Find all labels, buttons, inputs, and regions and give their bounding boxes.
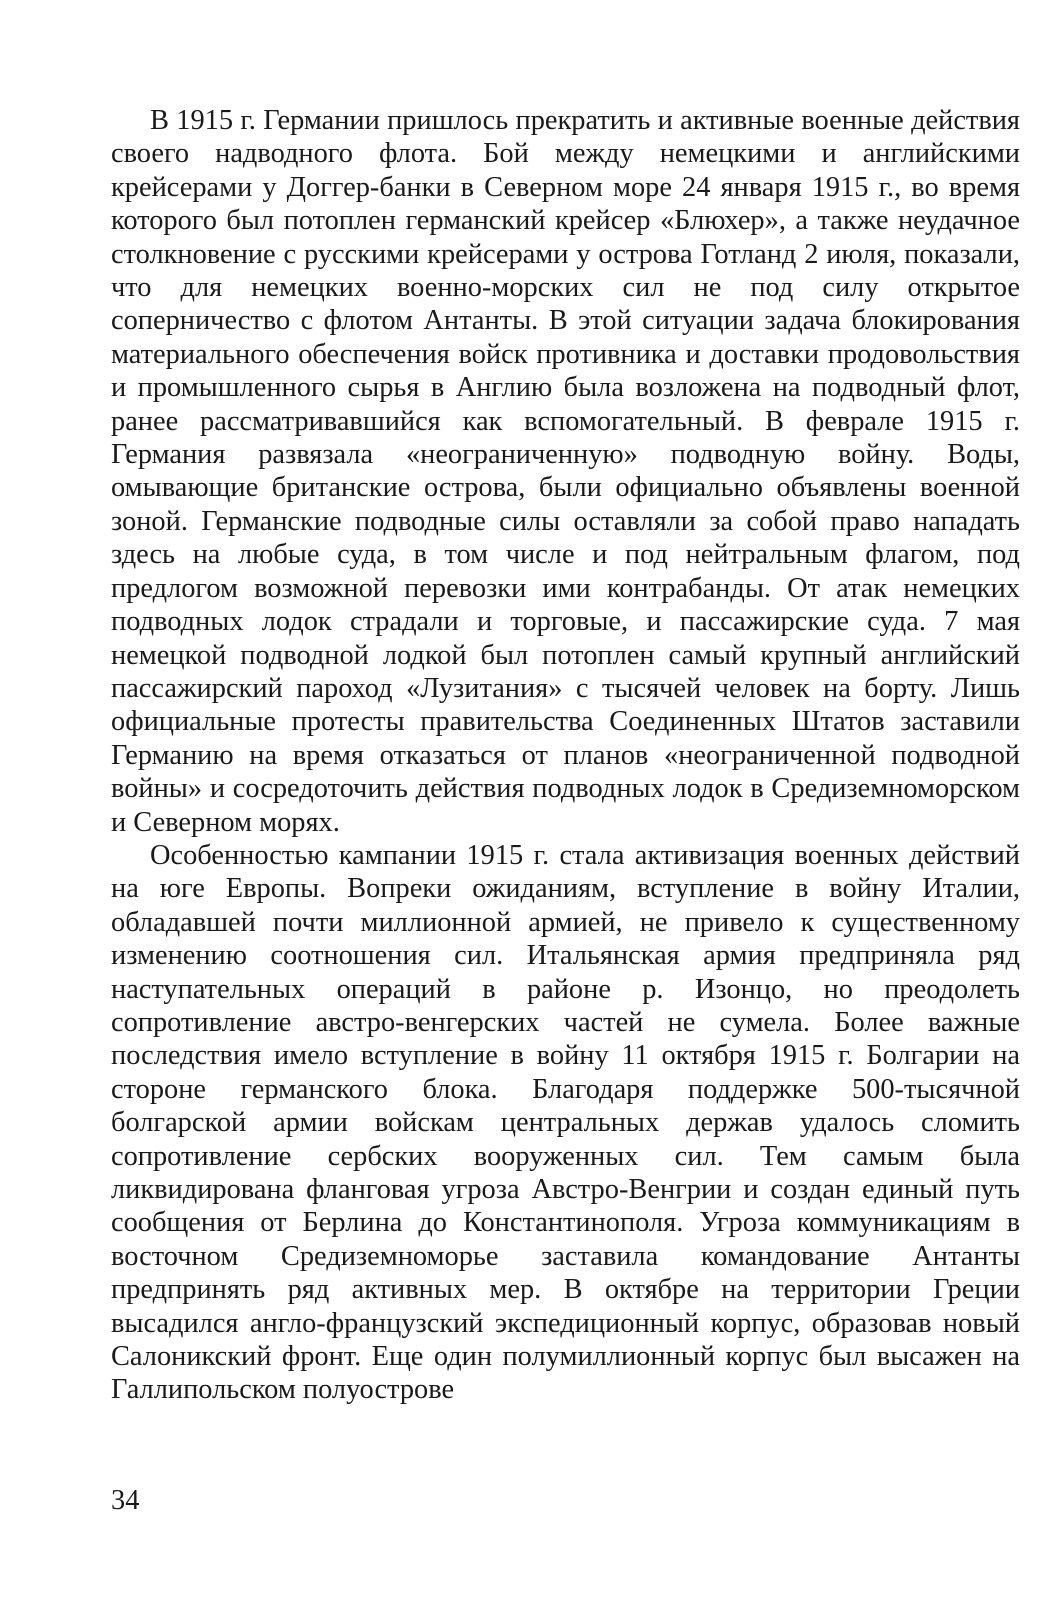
paragraph-2: Особенностью кампании 1915 г. стала активизация военных действий на юге Европы. Вопреки ожиданиям, вступление в войну Италии, обладавшей почти миллионной армией, не привело к существенному изменению соотношения сил. Итальянская армия предприняла ряд наступательных операций в районе р. Изонцо, но преодолеть сопротивление австро-венгерских частей не сумела. Более важные последствия имело вступление в войну 11 октября 1915 г. Болгарии на стороне германского блока. Благодаря поддержке 500-тысячной болгарской армии войскам центральных держав удалось сломить сопротивление сербских вооруженных сил. Тем самым была ликвидирована фланговая угроза Австро-Венгрии и создан единый путь сообщения от Берлина до Константинополя. Угроза коммуникациям в восточном Средиземноморье заставила командование Антанты предпринять ряд активных мер. В октябре на территории Греции высадился англо-французский экспедиционный корпус, образовав новый Салоникский фронт. Еще один полумиллионный корпус был высажен на Галлипольском полуострове	[111, 839, 1020, 1406]
page-number: 34	[111, 1485, 140, 1516]
body-text	[111, 104, 1020, 1407]
paragraph-1: В 1915 г. Германии пришлось прекратить и активные военные действия своего надводного флота. Бой между немецкими и английскими крейсерами у Доггер-банки в Северном море 24 января 1915 г., во время которого был потоплен германский крейсер «Блюхер», а также неудачное столкновение с русскими крейсерами у острова Готланд 2 июля, показали, что для немецких военно-морских сил не под силу открытое соперничество с флотом Антанты. В этой ситуации задача блокирования материального обеспечения войск противника и доставки продовольствия и промышленного сырья в Англию была возложена на подводный флот, ранее рассматривавшийся как вспомогательный. В феврале 1915 г. Германия развязала «неограниченную» подводную войну. Воды, омывающие британские острова, были официально объявлены военной зоной. Германские подводные силы оставляли за собой право нападать здесь на любые суда, в том числе и под нейтральным флагом, под предлогом возможной перевозки ими контрабанды. От атак немецких подводных лодок страдали и торговые, и пассажирские суда. 7 мая немецкой подводной лодкой был потоплен самый крупный английский пассажирский пароход «Лузитания» с тысячей человек на борту. Лишь официальные протесты правительства Соединенных Штатов заставили Германию на время отказаться от планов «неограниченной подводной войны» и сосредоточить действия подводных лодок в Средиземноморском и Северном морях.	[111, 105, 1020, 838]
